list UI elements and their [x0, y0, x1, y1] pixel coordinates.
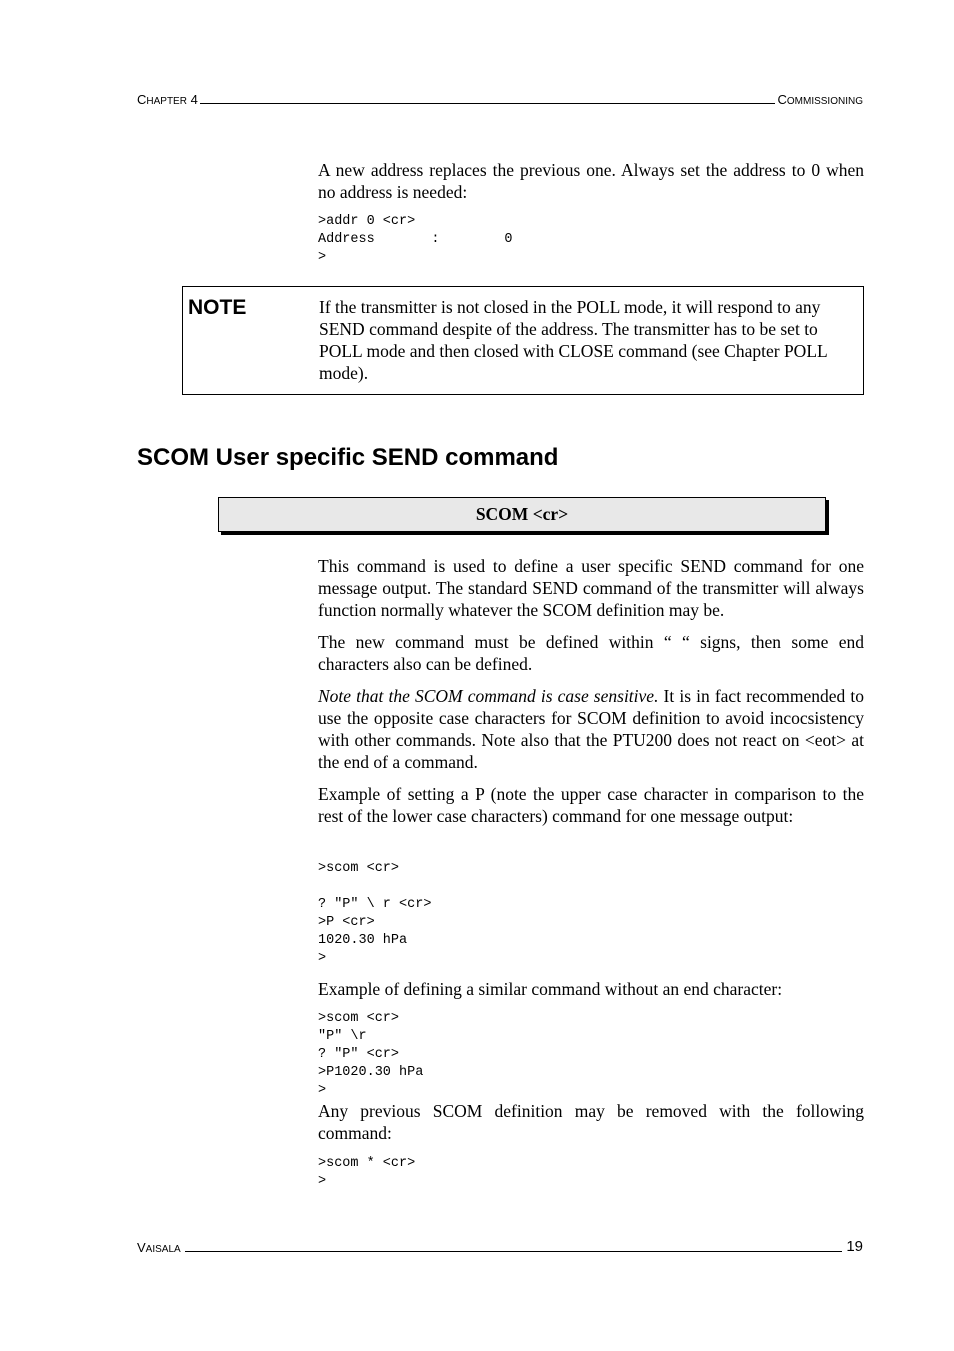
page-footer — [137, 1238, 863, 1255]
page-number: 19 — [846, 1238, 863, 1255]
header-section: COMMISSIONING — [777, 92, 863, 107]
scom-code-block-1: >scom <cr> ? "P" \ r <cr> >P <cr> 1020.30 hPa > — [318, 861, 432, 966]
paragraph-3-rest: It is in fact recommended to use the opposite case characters for SCOM definition to avoid incocsistency with other commands. Note also that the PTU200 does not react on <eot> at the end of a command. — [318, 686, 864, 772]
note-text: If the transmitter is not closed in the POLL mode, it will respond to any SEND command despite of the address. The transmitter has to be set to POLL mode and then closed with CLOSE command (see Chapter POLL mode). — [319, 297, 828, 383]
paragraph-5-wrap — [318, 978, 864, 1010]
paragraph-1: This command is used to define a user specific SEND command for one message output. The standard SEND command of the transmitter will always function normally whatever the SCOM definition may be. — [318, 556, 864, 620]
paragraph-3 — [318, 685, 864, 773]
paragraph-3-italic: Note that the SCOM command is case sensitive. — [318, 686, 659, 706]
paragraph-2: The new command must be defined within “ “ signs, then some end characters also can be defined. — [318, 632, 864, 674]
intro-paragraph: A new address replaces the previous one. Always set the address to 0 when no address is needed: — [318, 160, 864, 202]
command-box-label: SCOM <cr> — [475, 504, 569, 524]
section-body — [318, 555, 864, 837]
footer-company: VAISALA — [137, 1240, 181, 1255]
scom-code-block-2: >scom <cr> "P" \r ? "P" <cr> >P1020.30 hPa > — [318, 1011, 424, 1098]
header-chapter: CHAPTER 4 — [137, 92, 198, 107]
paragraph-4: Example of setting a P (note the upper case character in comparison to the rest of the lower case characters) command for one message output: — [318, 784, 864, 826]
addr-code-block: >addr 0 <cr> Address : 0 > — [318, 214, 513, 265]
note-label: NOTE — [188, 296, 247, 319]
paragraph-6: Any previous SCOM definition may be removed with the following command: — [318, 1101, 864, 1143]
header-rule — [200, 102, 776, 104]
paragraph-6-wrap — [318, 1100, 864, 1154]
scom-code-block-3: >scom * <cr> > — [318, 1156, 416, 1189]
section-heading: SCOM User specific SEND command — [137, 444, 559, 471]
page-header — [137, 92, 863, 107]
footer-rule — [185, 1250, 843, 1252]
command-box — [218, 497, 826, 532]
paragraph-5: Example of defining a similar command without an end character: — [318, 979, 783, 999]
note-box — [182, 286, 864, 395]
